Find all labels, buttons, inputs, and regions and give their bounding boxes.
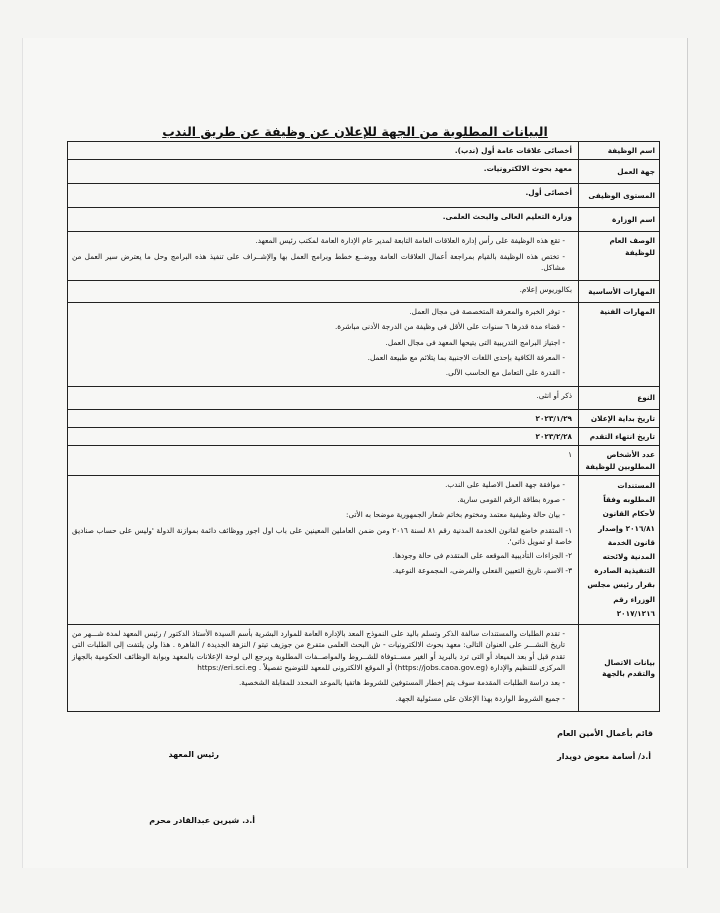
row-gender xyxy=(68,386,660,409)
row-documents xyxy=(68,475,660,624)
job-name-value: أخصائى علاقات عامة أول (ندب). xyxy=(68,142,579,160)
contact-item: - بعد دراسة الطلبات المقدمة سوف يتم إخطار المستوفين للشروط هاتفيا بالموعد المحدد للمقابلة الشخصية. xyxy=(72,677,572,688)
gender-label: النوع xyxy=(579,386,660,409)
technical-skill-item: - توفر الخبرة والمعرفة المتخصصة فى مجال العمل. xyxy=(72,306,572,317)
technical-skill-item: - قضاء مدة قدرها ٦ سنوات على الأقل فى وظيفة من الدرجة الأدنى مباشرة. xyxy=(72,321,572,332)
end-date-label: تاريخ انتهاء التقدم xyxy=(579,427,660,445)
job-level-label: المستوى الوظيفى xyxy=(579,184,660,208)
row-end-date xyxy=(68,427,660,445)
technical-skills-label: المهارات الفنية xyxy=(579,303,660,386)
employer-label: جهة العمل xyxy=(579,160,660,184)
description-value xyxy=(68,232,579,281)
document-item: - صورة بطاقة الرقم القومى سارية. xyxy=(72,494,572,505)
row-job-level xyxy=(68,184,660,208)
row-count xyxy=(68,446,660,476)
basic-skills-value: بكالوريوس إعلام. xyxy=(68,281,579,303)
head-title: رئيس المعهد xyxy=(168,750,219,759)
documents-label: المستندات المطلوبه وفقاً لأحكام القانون ٢٠١٦/٨١ وإصدار قانون الخدمة المدنية ولائحته التنفيذية الصادرة بقرار رئيس مجلس الوزراء رقم ٢٠١٧/١٢١٦ xyxy=(579,475,660,624)
technical-skill-item: - القدرة على التعامل مع الحاسب الآلى. xyxy=(72,367,572,378)
description-item: - تقع هذه الوظيفة على رأس إدارة العلاقات العامة التابعة لمدير عام الإدارة العامة لمكتب رئيس المعهد. xyxy=(72,235,572,246)
row-ministry xyxy=(68,208,660,232)
document-page xyxy=(22,38,688,868)
job-spec-table xyxy=(67,141,660,712)
basic-skills-label: المهارات الأساسية xyxy=(579,281,660,303)
secretary-title: قائم بأعمال الأمين العام xyxy=(557,729,653,738)
contact-item: - تقدم الطلبات والمستندات سالفة الذكر وتسلم باليد على النموذج المعد بالإدارة العامة للموارد البشرية بأسم السيدة الأستاذ الدكتور / رئيس المعهد لمدة شـــهر من تاريخ النشـــر على العنوان التالى: معهد بحوث الالكترونيات - ش البحث العلمى متفرع من جوزيف تيتو / النزهة الجديدة / القاهرة . هذا ولن يلتفت إلى الطلبات التى تقدم قبل أو بعد الميعاد أو التى ترد بالبريد أو الغير مســتوفاة للشــروط والمواصــفات المطلوبة ويرجع الى لوحة الإعلانات بالمعهد وبوابة الوظائف الحكومية بالجهاز المركزى للتنظيم والإدارة (https://jobs.caoa.gov.eg) أو الموقع الالكترونى للمعهد للتوضيح تفصيلاً . https://eri.sci.eg xyxy=(72,628,572,673)
start-date-label: تاريخ بداية الإعلان xyxy=(579,409,660,427)
document-subitem: ٢- الجزاءات التأديبية الموقعه على المتقدم فى حالة وجودها. xyxy=(392,551,572,561)
document-title: البيانات المطلوبة من الجهة للإعلان عن وظيفة عن طريق الندب xyxy=(162,124,548,139)
start-date-value: ٢٠٢٣/١/٢٩ xyxy=(68,409,579,427)
technical-skills-value xyxy=(68,303,579,386)
description-item: - تختص هذه الوظيفة بالقيام بمراجعة أعمال العلاقات العامة ووضــع خطط وبرامج العمل بها والإشــراف على تنفيذ هذه البرامج وحل ما يعترض سير العمل من مشاكل. xyxy=(72,251,572,274)
ministry-label: اسم الوزارة xyxy=(579,208,660,232)
document-item: - موافقة جهة العمل الاصلية على الندب. xyxy=(72,479,572,490)
document-item: - بيان حالة وظيفية معتمد ومختوم بخاتم شعار الجمهورية موضحا به الأتى: xyxy=(72,509,572,520)
document-subitem: ٣- الاسم، تاريخ التعيين الفعلى والفرضى، المجموعة النوعية. xyxy=(392,565,572,575)
count-label: عدد الأشخاص المطلوبين للوظيفة xyxy=(579,446,660,476)
row-employer xyxy=(68,160,660,184)
contact-label: بيانات الاتصال والتقدم بالجهة xyxy=(579,625,660,712)
contact-value xyxy=(68,625,579,712)
head-name: أ.د. شيرين عبدالقادر محرم xyxy=(149,816,255,825)
job-level-value: أخصائى أول. xyxy=(68,184,579,208)
description-label: الوصف العام للوظيفة xyxy=(579,232,660,281)
row-contact xyxy=(68,625,660,712)
document-subitem: ١- المتقدم خاضع لقانون الخدمة المدنية رقم ٨١ لسنة ٢٠١٦ ومن ضمن العاملين المعينين على باب اول اجور ووظائف دائمة بموازنة الدولة 'وليس على حساب صناديق خاصة او تمويل ذاتى'. xyxy=(72,525,572,547)
count-value: ١ xyxy=(68,446,579,476)
row-description xyxy=(68,232,660,281)
secretary-name: أ.د/ أسامة معوض دويدار xyxy=(557,752,651,761)
ministry-value: وزارة التعليم العالى والبحث العلمى. xyxy=(68,208,579,232)
row-basic-skills xyxy=(68,281,660,303)
gender-value: ذكر أو انثى. xyxy=(68,386,579,409)
job-name-label: اسم الوظيفة xyxy=(579,142,660,160)
row-technical-skills xyxy=(68,303,660,386)
technical-skill-item: - المعرفة الكافية بإحدى اللغات الاجنبية بما يتلائم مع طبيعة العمل. xyxy=(72,352,572,363)
row-job-name xyxy=(68,142,660,160)
technical-skill-item: - اجتياز البرامج التدريبية التى يتيحها المعهد فى مجال العمل. xyxy=(72,337,572,348)
contact-item: - جميع الشروط الواردة بهذا الإعلان على مسئولية الجهة. xyxy=(72,693,572,704)
documents-value xyxy=(68,475,579,624)
employer-value: معهد بحوث الالكترونيات. xyxy=(68,160,579,184)
row-start-date xyxy=(68,409,660,427)
end-date-value: ٢٠٢٣/٢/٢٨ xyxy=(68,427,579,445)
